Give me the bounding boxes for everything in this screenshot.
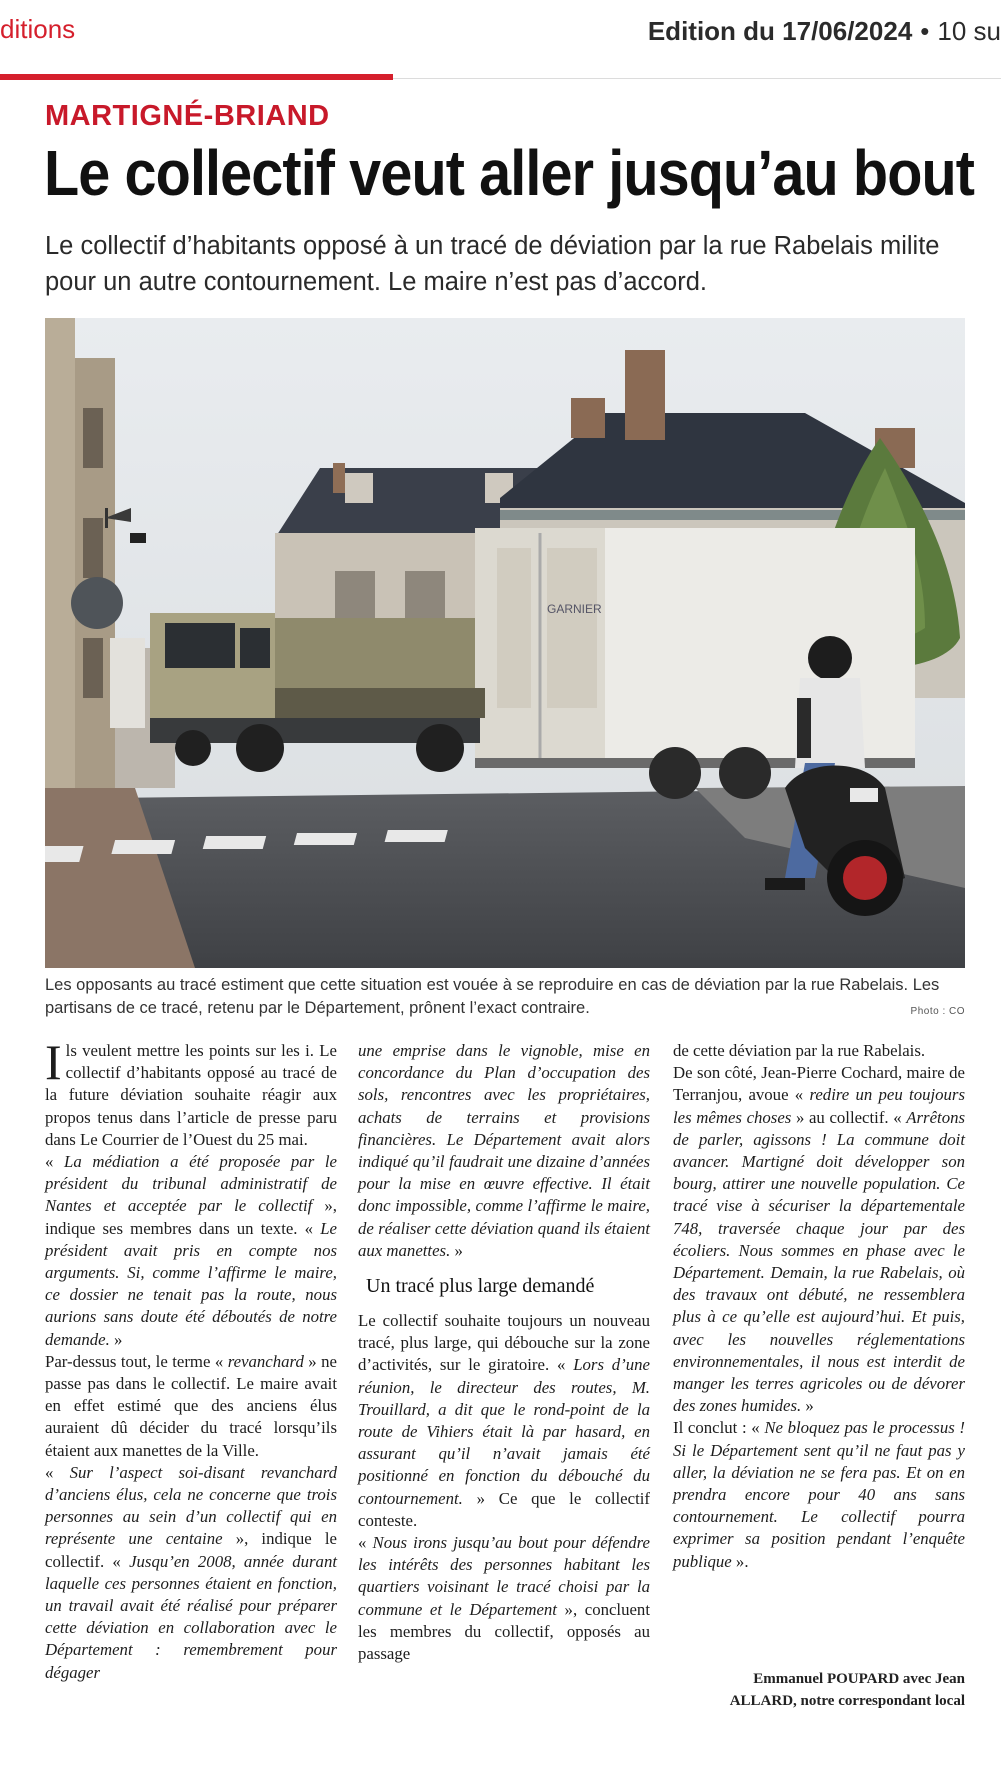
article-column-3 — [673, 1040, 965, 1573]
article-headline: Le collectif veut aller jusqu’au bout — [44, 137, 975, 209]
editions-link[interactable]: ditions — [0, 14, 76, 44]
article-subhead: Un tracé plus large demandé — [366, 1275, 595, 1298]
paragraph: une emprise dans le vignoble, mise en concordance du Plan d’occupation des sols, rencontres avec les propriétaires, achats de terrains et provisions financières. Le Département avait alors indiqué qu’il faudrait une dizaine d’années pour la mise en œuvre effective. Il était donc impossible, comme l’affirme le maire, de réaliser cette déviation quand ils étaient aux manettes. » — [358, 1041, 650, 1260]
paragraph: « La médiation a été proposée par le président du tribunal administratif de Nantes et acceptée par le collectif », indique ses membres dans un texte. « Le président avait pris en compte nos arguments. Si, comme l’affirme le maire, ce dossier ne tenait pas la route, nous aurions sans doute été déboutés de notre demande. » — [45, 1152, 338, 1349]
paragraph: De son côté, Jean-Pierre Cochard, maire de Terranjou, avoue « redire un peu toujours les mêmes choses » au collectif. « Arrêtons de parler, agissons ! La commune doit avancer. Martigné doit développer son bourg, attirer une nouvelle population. Ce tracé vise à sécuriser la départementale 748, traversée chaque jour par des écoliers. Nous sommes en phase avec le Département. Demain, la rue Rabelais, où des travaux ont débuté, ne ressemblera plus à ce qu’elle est aujourd’hui. Et puis, avec les nouvelles réglementations environnementales, il nous est interdit de manger les terres agricoles ou de dévorer des zones humides. » — [673, 1063, 965, 1416]
article-column-1 — [45, 1034, 338, 1684]
road-sign-icon — [71, 577, 123, 629]
paragraph: « Sur l’aspect soi-disant revanchard d’anciens élus, cela ne concerne que trois personnes au sein d’un collectif qui en représente une centaine », indique le collectif. « Jusqu’en 2008, année durant laquelle ces personnes étaient en fonction, un travail avait été réalisé pour préparer cette déviation en collaboration avec le Département : remembrement pour dégager — [45, 1462, 338, 1682]
article-photo — [45, 318, 965, 968]
photo-credit: Photo : CO — [910, 1006, 965, 1017]
edition-header — [0, 0, 1001, 79]
paragraph: Par-dessus tout, le terme « revanchard » ne passe pas dans le collectif. Le maire avait en effet estimé que des anciens élus auraient dû décider du tracé lorsqu’ils étaient aux manettes de la Ville. — [45, 1351, 337, 1460]
paragraph: Le collectif souhaite toujours un nouveau tracé, plus large, qui débouche sur la zone d’activités, sur le giratoire. « Lors d’une réunion, le directeur des routes, M. Trouillard, a dit que le rond-point de la route de Vihiers était là par hasard, en assurant qu’il n’avait jamais été positionné en fonction du débouché du contournement. » Ce que le collectif conteste. — [358, 1311, 650, 1530]
helmet-icon — [808, 636, 852, 680]
active-tab-indicator — [0, 74, 393, 80]
paragraph: Il conclut : « Ne bloquez pas le processus ! Si le Département sent qu’il ne faut pas y aller, la déviation ne se fera pas. Et on en prendra encore pour 40 ans sans contournement. Le collectif pourra exprimer sa position pendant l’enquête publique ». — [673, 1418, 965, 1571]
author-signature: Emmanuel POUPARD avec Jean ALLARD, notre correspondant local — [729, 1671, 965, 1709]
edition-label: Edition du 17/06/2024 — [647, 16, 913, 46]
article-column-2 — [358, 1040, 650, 1665]
separator: • — [920, 16, 930, 46]
paragraph: de cette déviation par la rue Rabelais. — [673, 1041, 926, 1060]
paragraph: Ils veulent mettre les points sur les i. Le collectif d’habitants opposé au tracé de la future déviation souhaite réagir aux propos tenus dans l’article de presse paru dans Le Courrier de l’Ouest du 25 mai. — [45, 1034, 337, 1149]
article-lede: Le collectif d’habitants opposé à un tracé de déviation par la rue Rabelais milite pour un autre contournement. Le maire n’est pas d’accord. — [45, 232, 940, 296]
paragraph: « Nous irons jusqu’au bout pour défendre les intérêts des personnes habitant les quartiers voisinant le tracé choisi par la commune et le Département », concluent les membres du collectif, opposés au passage — [358, 1533, 650, 1664]
photo-caption: Les opposants au tracé estiment que cette situation est vouée à se reproduire en cas de déviation par la rue Rabelais. Les partisans de ce tracé, retenu par le Département, prônent l’exact contraire. — [45, 976, 940, 1017]
truck-brand: GARNIER — [547, 602, 602, 616]
article-kicker: MARTIGNÉ-BRIAND — [45, 100, 330, 132]
street-scene-illustration — [45, 318, 965, 968]
page-indicator: 10 su — [937, 16, 1001, 46]
drop-cap: I — [45, 1034, 62, 1090]
edition-date — [648, 16, 1001, 47]
